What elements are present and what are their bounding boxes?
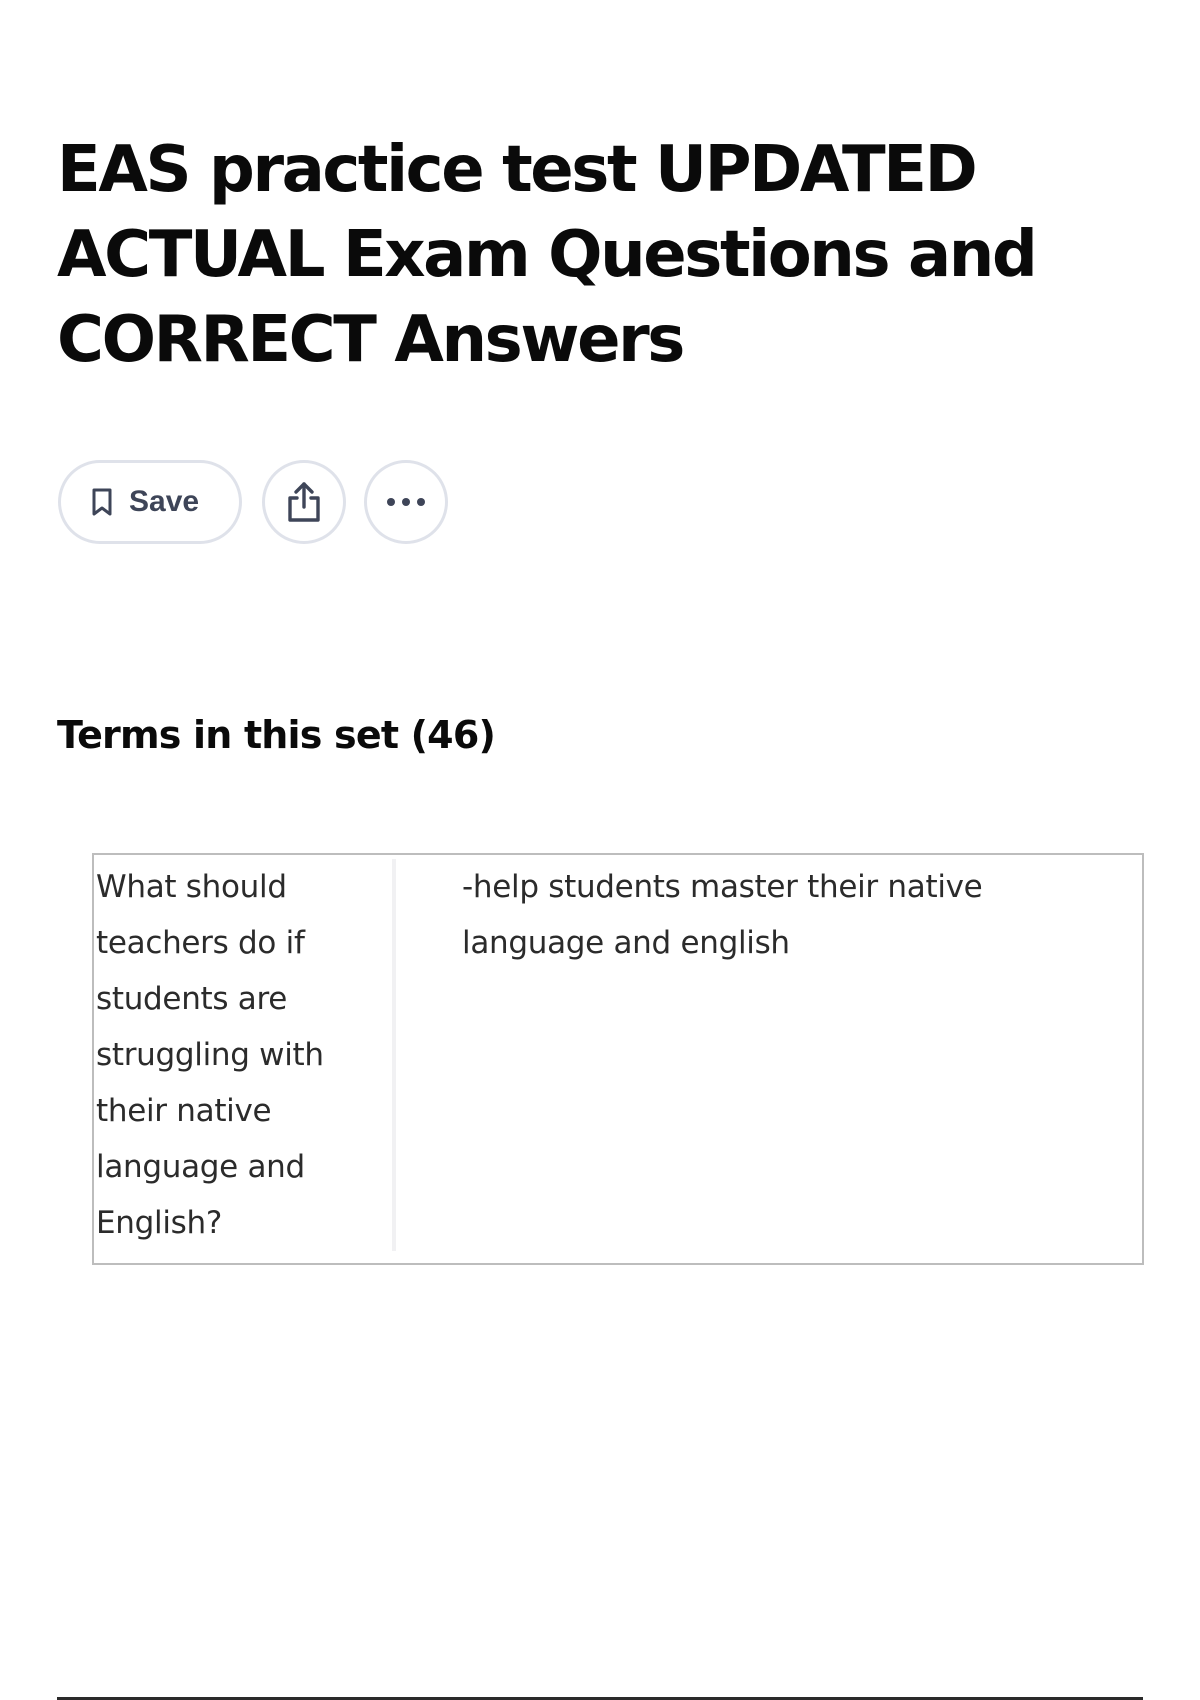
share-button[interactable] (262, 460, 346, 544)
save-button-label: Save (129, 485, 200, 518)
term-text: What should teachers do if students are struggling with their native language and English? (96, 869, 324, 1241)
term-card (92, 853, 1144, 1265)
more-horizontal-icon (386, 497, 426, 507)
definition-text: -help students master their native language and english (462, 869, 983, 961)
more-options-button[interactable] (364, 460, 448, 544)
terms-heading: Terms in this set (46) (57, 713, 496, 757)
share-icon (284, 480, 324, 524)
term-divider (392, 859, 396, 1251)
page-title: EAS practice test UPDATED ACTUAL Exam Questions and CORRECT Answers (57, 133, 1036, 377)
bookmark-icon (91, 487, 113, 517)
action-bar (58, 460, 448, 544)
save-button[interactable] (58, 460, 242, 544)
